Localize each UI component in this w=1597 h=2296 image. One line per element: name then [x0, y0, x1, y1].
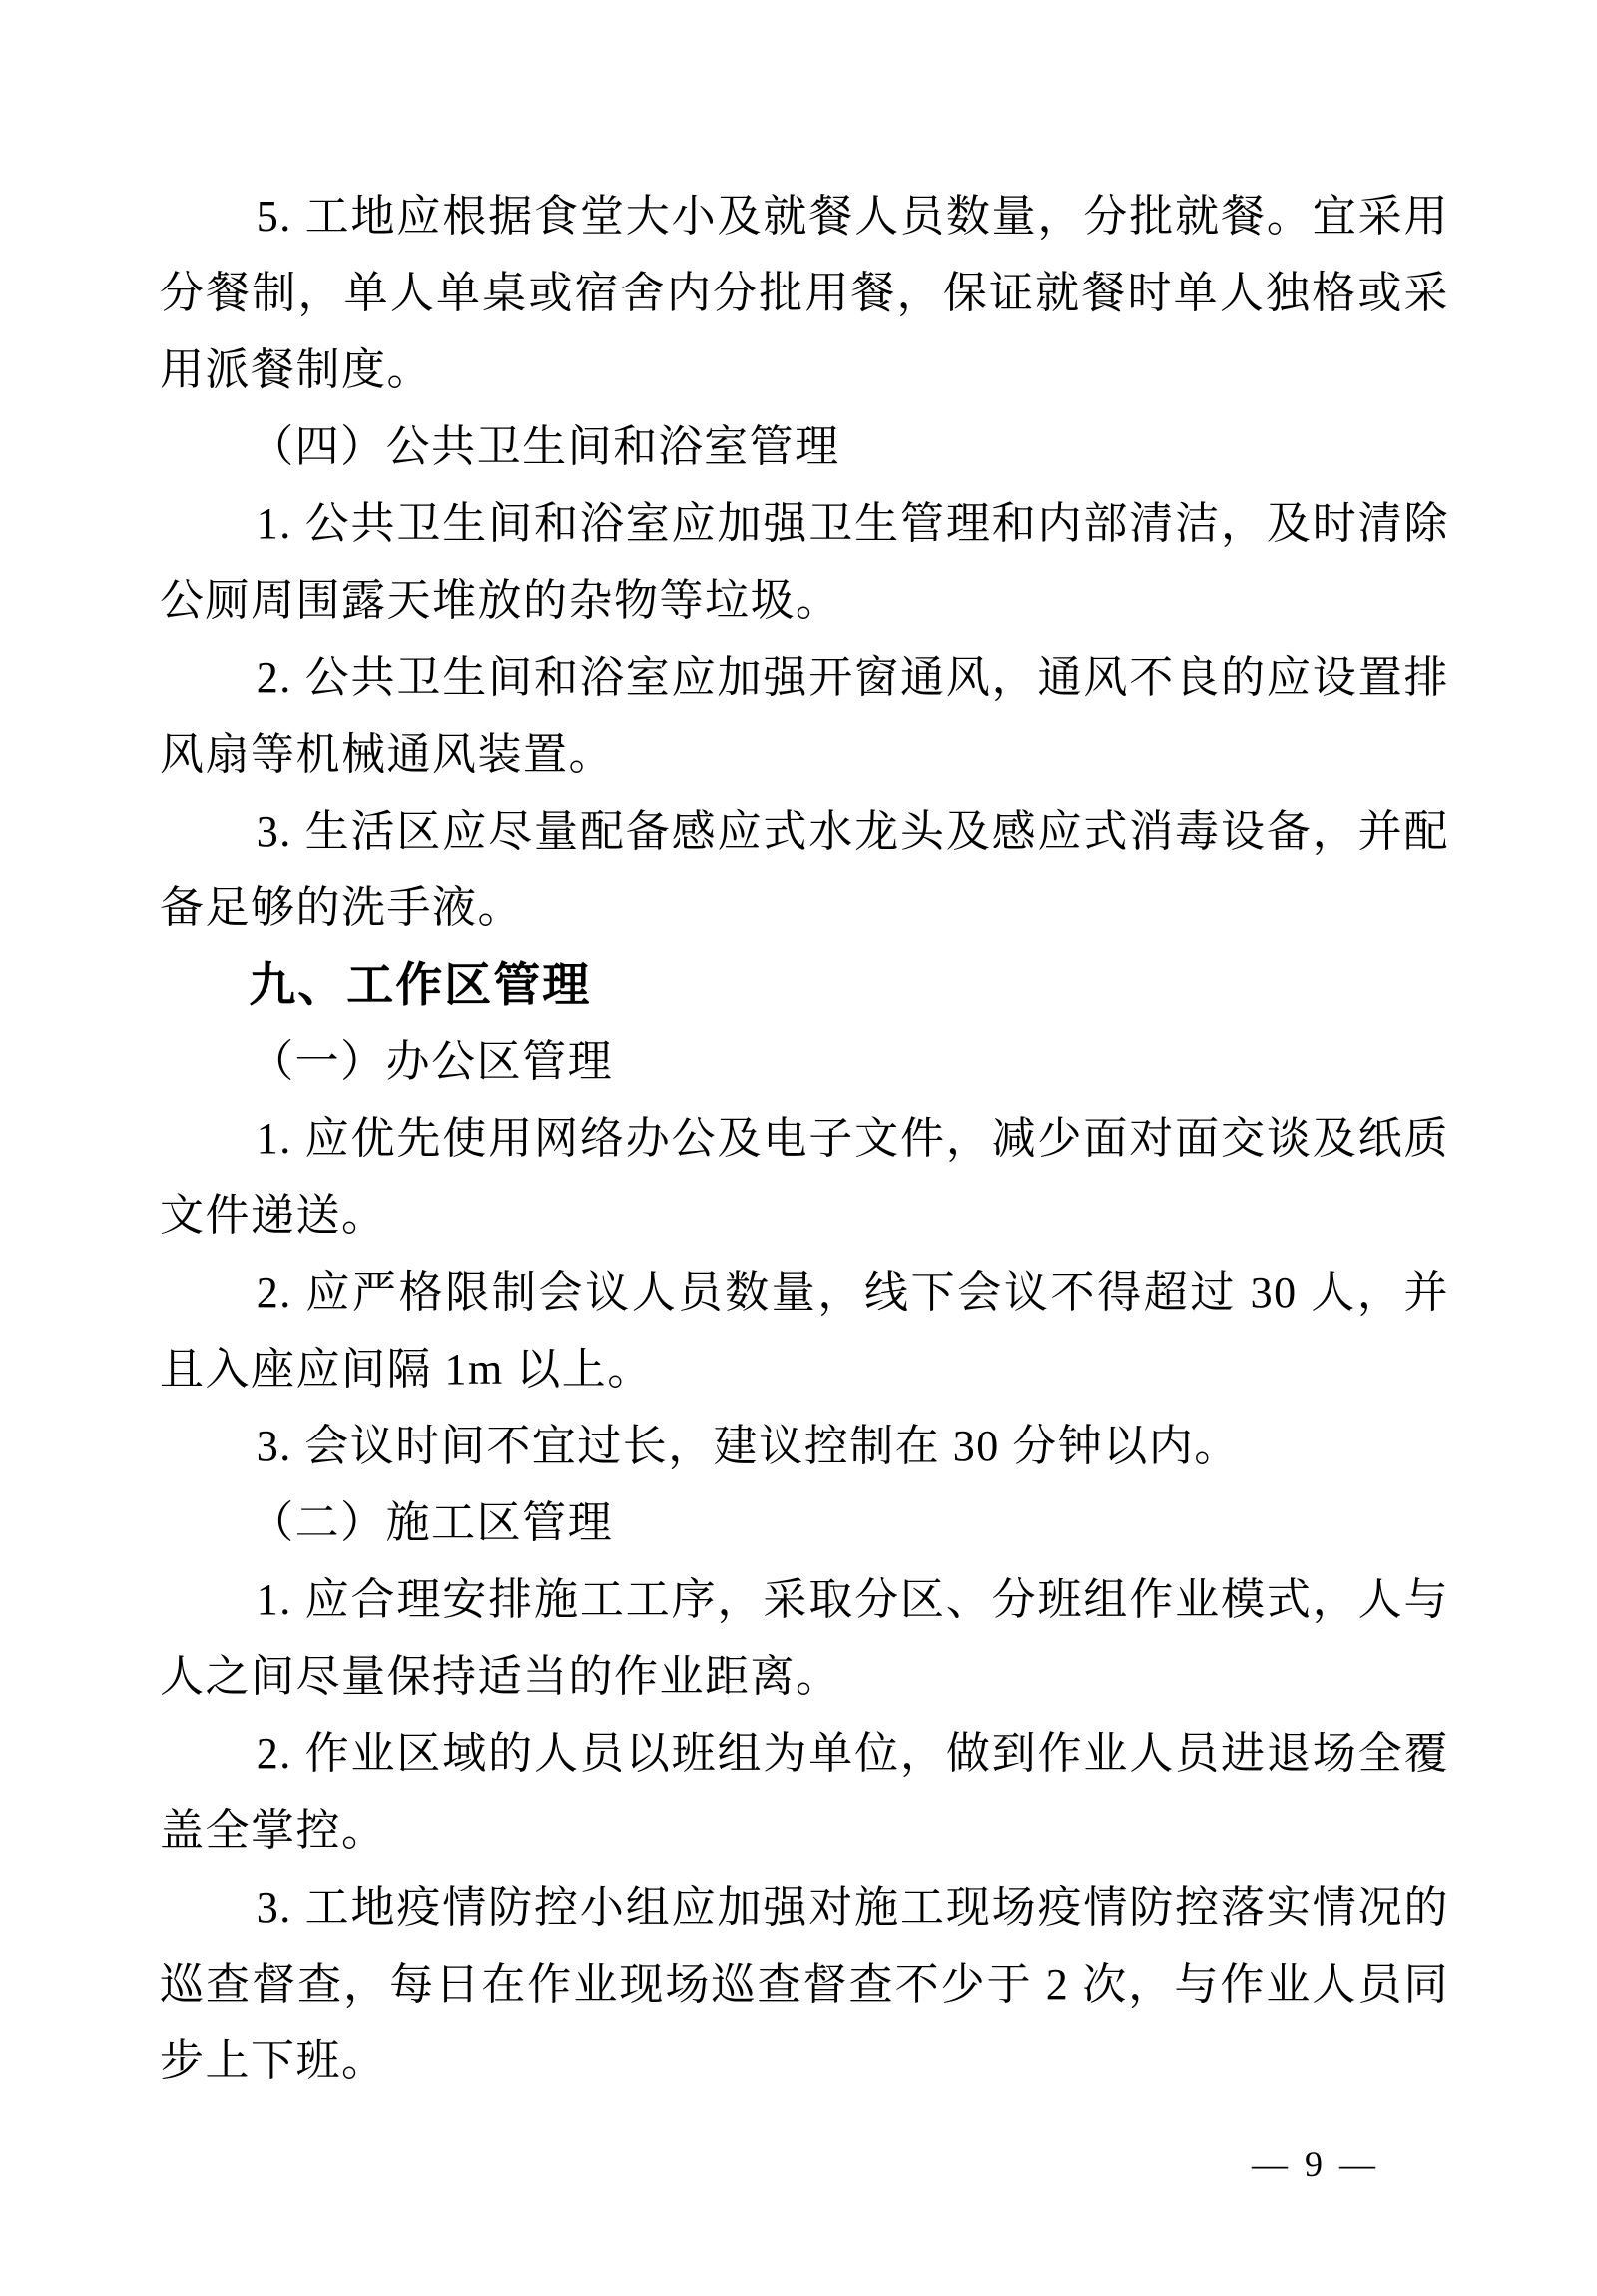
- paragraph: 3. 生活区应尽量配备感应式水龙头及感应式消毒设备，并配备足够的洗手液。: [160, 807, 1449, 932]
- paragraph: 2. 应严格限制会议人员数量，线下会议不得超过 30 人，并且入座应间隔 1m 以上。: [160, 1268, 1449, 1394]
- paragraph: 1. 应合理安排施工工序，采取分区、分班组作业模式，人与人之间尽量保持适当的作业距离。: [160, 1575, 1449, 1701]
- subsection-heading: （二）施工区管理: [250, 1498, 614, 1547]
- section-heading: 九、工作区管理: [249, 958, 592, 1011]
- paragraph: 2. 公共卫生间和浴室应加强开窗通风，通风不良的应设置排风扇等机械通风装置。: [160, 653, 1449, 779]
- paragraph: 3. 会议时间不宜过长，建议控制在 30 分钟以内。: [256, 1422, 1240, 1470]
- paragraph: 2. 作业区域的人员以班组为单位，做到作业人员进退场全覆盖全掌控。: [160, 1729, 1449, 1855]
- paragraph: 3. 工地疫情防控小组应加强对施工现场疫情防控落实情况的巡查督查，每日在作业现场巡查督查不少于 2 次，与作业人员同步上下班。: [160, 1883, 1449, 2085]
- page-number: — 9 —: [1252, 2144, 1379, 2184]
- document-body: [160, 178, 1449, 2099]
- paragraph: 5. 工地应根据食堂大小及就餐人员数量，分批就餐。宜采用分餐制，单人单桌或宿舍内分批用餐，保证就餐时单人独格或采用派餐制度。: [160, 192, 1449, 394]
- subsection-heading: （一）办公区管理: [250, 1037, 614, 1086]
- subsection-heading: （四）公共卫生间和浴室管理: [250, 422, 840, 471]
- paragraph: 1. 应优先使用网络办公及电子文件，减少面对面交谈及纸质文件递送。: [160, 1114, 1449, 1240]
- paragraph: 1. 公共卫生间和浴室应加强卫生管理和内部清洁，及时清除公厕周围露天堆放的杂物等垃圾。: [160, 499, 1449, 625]
